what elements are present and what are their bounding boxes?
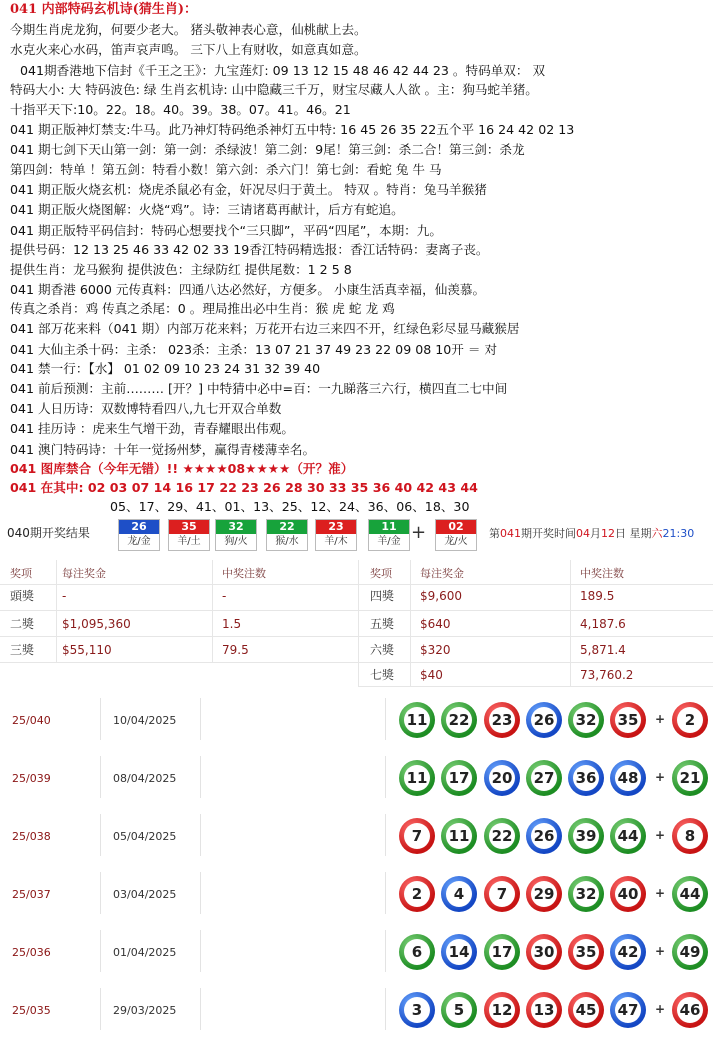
prize-header: 奖项 (10, 567, 32, 580)
next-month: 04 (576, 527, 590, 540)
special-zodiac: 龙/火 (444, 536, 468, 547)
ball-number: 14 (446, 939, 472, 965)
text-line: 041 期七剑下天山第一剑：第一剑：杀绿波！第二剑：9尾！第三剑：杀二合！第三剑：杀龙 (10, 142, 525, 157)
number-ball (526, 934, 562, 970)
ball-number: 26 (531, 823, 557, 849)
history-row (0, 864, 713, 922)
row-separator (200, 872, 201, 914)
text-line: 05、17、29、41、01、13、25、12、24、36、06、18、30 (110, 499, 470, 514)
ball-number: 47 (615, 997, 641, 1023)
table-line (0, 636, 713, 637)
result-zodiac: 羊/木 (324, 536, 348, 547)
number-ball (441, 702, 477, 738)
ball-number: 44 (615, 823, 641, 849)
result-strip-label: 040期开奖结果 (7, 526, 90, 540)
result-number: 35 (169, 520, 209, 534)
number-ball (399, 934, 435, 970)
history-row (0, 980, 713, 1038)
period-number: 25/040 (12, 714, 51, 727)
ball-number: 32 (573, 707, 599, 733)
ball-number: 30 (531, 939, 557, 965)
draw-date: 05/04/2025 (113, 830, 177, 843)
number-ball (610, 992, 646, 1028)
plus-sign: + (411, 522, 427, 543)
next-draw-info (489, 525, 694, 541)
next-day: 12 (601, 527, 615, 540)
prize-amount: $9,600 (420, 589, 462, 603)
prize-amount: $640 (420, 617, 451, 631)
plus-sign: + (655, 886, 666, 900)
number-ball (399, 876, 435, 912)
ball-number: 12 (489, 997, 515, 1023)
result-chip (266, 519, 308, 551)
prize-header: 每注奖金 (420, 567, 464, 580)
number-ball (484, 934, 520, 970)
special-ball-number: 46 (677, 997, 703, 1023)
ball-number: 6 (404, 939, 430, 965)
row-separator (100, 872, 101, 914)
ball-number: 11 (446, 823, 472, 849)
number-ball (441, 760, 477, 796)
prize-name: 三獎 (10, 643, 35, 657)
ball-number: 23 (489, 707, 515, 733)
number-ball (568, 876, 604, 912)
history-row (0, 922, 713, 980)
number-ball (610, 818, 646, 854)
table-col-line (56, 560, 57, 662)
draw-date: 03/04/2025 (113, 888, 177, 901)
history-row (0, 748, 713, 806)
period-number: 25/037 (12, 888, 51, 901)
table-line (358, 686, 713, 687)
text-line: 041 期正版特平码信封：特码心想要找个“三只脚”，平码“四尾”，本期：九。 (10, 223, 442, 238)
last-result-strip (0, 516, 713, 552)
number-ball (441, 992, 477, 1028)
number-ball (568, 760, 604, 796)
ball-number: 35 (573, 939, 599, 965)
ball-number: 20 (489, 765, 515, 791)
prize-table (0, 560, 713, 688)
prize-header: 中奖注数 (222, 567, 266, 580)
ball-number: 3 (404, 997, 430, 1023)
prize-header: 中奖注数 (580, 567, 624, 580)
text-line: 041 部万花来料（041 期）内部万花来料；万花开右边三来四不开，红绿色彩尽显马藏猴居 (10, 321, 520, 336)
ball-number: 48 (615, 765, 641, 791)
text-line: 特码大小: 大 特码波色: 绿 生肖玄机诗: 山中隐藏三千万，财宝尽藏人人欲 。主：狗马蛇羊猪。 (10, 82, 538, 97)
result-zodiac: 猴/水 (275, 536, 299, 547)
table-line (0, 610, 713, 611)
result-number: 11 (369, 520, 409, 534)
plus-sign: + (655, 770, 666, 784)
prize-name: 七獎 (370, 668, 395, 682)
info-month-unit: 月 (590, 527, 601, 540)
number-ball (399, 760, 435, 796)
period-number: 25/035 (12, 1004, 51, 1017)
text-line: 水克火来心水码，笛声哀声鸣。 三下八上有财收，如意真如意。 (10, 42, 367, 57)
row-separator (385, 872, 386, 914)
number-ball (484, 992, 520, 1028)
special-number: 02 (436, 520, 476, 534)
result-number: 32 (216, 520, 256, 534)
special-ball (672, 992, 708, 1028)
ball-number: 11 (404, 707, 430, 733)
special-ball-number: 2 (677, 707, 703, 733)
table-line (0, 584, 713, 585)
row-separator (200, 988, 201, 1030)
special-ball (672, 702, 708, 738)
prediction-text-block (0, 0, 713, 518)
next-period: 041 (500, 527, 521, 540)
period-number: 25/039 (12, 772, 51, 785)
ball-number: 22 (446, 707, 472, 733)
prize-count: 73,760.2 (580, 668, 634, 682)
prize-name: 六獎 (370, 643, 395, 657)
text-line: 041 期正版火烧图解：火烧“鸡”。诗：三请诸葛再献计，后方有蛇追。 (10, 202, 404, 217)
number-ball (484, 818, 520, 854)
ball-number: 40 (615, 881, 641, 907)
text-line: 041 大仙主杀十码：主杀： 023杀：主杀：13 07 21 37 49 23 22 09 08 10开 ＝ 对 (10, 342, 498, 357)
text-line: 041 人日历诗：双数博特看四八,九七开双合单数 (10, 401, 282, 416)
ball-number: 26 (531, 707, 557, 733)
info-prefix: 第 (489, 527, 500, 540)
text-line: 041 澳门特码诗：十年一觉扬州梦，赢得青楼薄幸名。 (10, 442, 316, 457)
row-separator (100, 698, 101, 740)
prize-amount: $55,110 (62, 643, 112, 657)
row-separator (100, 988, 101, 1030)
ball-number: 45 (573, 997, 599, 1023)
table-col-line (570, 560, 571, 686)
result-zodiac: 龙/金 (127, 536, 151, 547)
draw-date: 08/04/2025 (113, 772, 177, 785)
ball-number: 22 (489, 823, 515, 849)
section-title: 041 内部特码玄机诗(猜生肖)： (10, 2, 197, 17)
number-ball (568, 702, 604, 738)
ball-number: 29 (531, 881, 557, 907)
row-separator (100, 930, 101, 972)
row-separator (200, 698, 201, 740)
ball-number: 17 (489, 939, 515, 965)
text-line: 今期生肖虎龙狗，何要少老大。 猪头敬神表心意，仙桃献上去。 (10, 22, 367, 37)
ball-number: 27 (531, 765, 557, 791)
text-line: 041 挂历诗 ：虎来生气增干劲，青春耀眼出伟观。 (10, 421, 294, 436)
next-weekday: 六 (651, 527, 663, 540)
text-line: 提供生肖：龙马猴狗 提供波色：主绿防红 提供尾数：1 2 5 8 (10, 262, 352, 277)
prize-name: 頭獎 (10, 589, 35, 603)
result-chip (368, 519, 410, 551)
ball-number: 36 (573, 765, 599, 791)
result-zodiac: 羊/土 (177, 536, 201, 547)
ball-number: 11 (404, 765, 430, 791)
number-ball (526, 818, 562, 854)
number-ball (399, 702, 435, 738)
prize-count: 5,871.4 (580, 643, 626, 657)
prize-amount: $1,095,360 (62, 617, 131, 631)
history-row (0, 690, 713, 748)
plus-sign: + (655, 712, 666, 726)
plus-sign: + (655, 828, 666, 842)
number-ball (610, 934, 646, 970)
prize-count: 4,187.6 (580, 617, 626, 631)
row-separator (100, 814, 101, 856)
result-chip (168, 519, 210, 551)
prize-amount: - (62, 589, 67, 603)
row-separator (385, 698, 386, 740)
number-ball (484, 760, 520, 796)
special-ball (672, 876, 708, 912)
ball-number: 13 (531, 997, 557, 1023)
prize-amount: $40 (420, 668, 443, 682)
number-ball (441, 876, 477, 912)
text-line: 十指平天下:10。22。18。40。39。38。07。41。46。21 (10, 102, 351, 117)
prize-amount: $320 (420, 643, 451, 657)
row-separator (385, 988, 386, 1030)
result-zodiac: 羊/金 (377, 536, 401, 547)
plus-sign: + (655, 1002, 666, 1016)
next-time: 21:30 (662, 527, 695, 540)
row-separator (200, 930, 201, 972)
number-ball (441, 934, 477, 970)
ball-number: 2 (404, 881, 430, 907)
ball-number: 42 (615, 939, 641, 965)
prize-name: 二獎 (10, 617, 35, 631)
text-line: 提供号码：12 13 25 46 33 42 02 33 19香江特码精选报：香江话特码：妻离子丧。 (10, 242, 489, 257)
result-number: 23 (316, 520, 356, 534)
text-line: 041 期香港 6000 元传真料：四通八达必然好，方便多。 小康生活真幸福，仙羡慕。 (10, 282, 486, 297)
table-col-line (358, 560, 359, 686)
table-col-line (212, 560, 213, 662)
prize-name: 四獎 (370, 589, 395, 603)
period-number: 25/038 (12, 830, 51, 843)
ball-number: 4 (446, 881, 472, 907)
prize-name: 五獎 (370, 617, 395, 631)
number-ball (526, 992, 562, 1028)
ball-number: 32 (573, 881, 599, 907)
text-line: 041 图库禁合（今年无错）!! ★★★★08★★★★（开？准） (10, 461, 354, 476)
row-separator (385, 814, 386, 856)
number-ball (568, 934, 604, 970)
text-line: 041期香港地下信封《千王之王》：九宝莲灯: 09 13 12 15 48 46 42 44 23 。特码单双： 双 (20, 63, 546, 78)
result-number: 22 (267, 520, 307, 534)
number-ball (484, 876, 520, 912)
row-separator (200, 814, 201, 856)
special-ball-number: 49 (677, 939, 703, 965)
table-line (0, 662, 713, 663)
special-chip (435, 519, 477, 551)
special-ball-number: 44 (677, 881, 703, 907)
result-chip (118, 519, 160, 551)
ball-number: 7 (489, 881, 515, 907)
number-ball (526, 760, 562, 796)
special-ball (672, 934, 708, 970)
draw-date: 10/04/2025 (113, 714, 177, 727)
draw-history (0, 690, 713, 1052)
number-ball (610, 702, 646, 738)
row-separator (385, 756, 386, 798)
text-line: 041 期正版火烧玄机：烧虎杀鼠必有金，奸况尽归于黄土。 特双 。特肖：兔马羊猴猪 (10, 182, 487, 197)
prize-count: 189.5 (580, 589, 615, 603)
table-col-line (410, 560, 411, 686)
number-ball (568, 818, 604, 854)
number-ball (484, 702, 520, 738)
number-ball (399, 992, 435, 1028)
prize-count: 1.5 (222, 617, 242, 631)
result-chip (315, 519, 357, 551)
info-mid: 期开奖时间 (521, 527, 576, 540)
text-line: 041 禁一行：【水】 01 02 09 10 23 24 31 32 39 40 (10, 361, 321, 376)
special-ball-number: 21 (677, 765, 703, 791)
row-separator (385, 930, 386, 972)
result-zodiac: 狗/火 (224, 536, 248, 547)
number-ball (568, 992, 604, 1028)
ball-number: 35 (615, 707, 641, 733)
result-chip (215, 519, 257, 551)
special-ball (672, 760, 708, 796)
ball-number: 17 (446, 765, 472, 791)
number-ball (526, 876, 562, 912)
text-line: 传真之杀肖：鸡 传真之杀尾：0 。理局推出必中生肖：猴 虎 蛇 龙 鸡 (10, 301, 395, 316)
prize-count: 79.5 (222, 643, 249, 657)
number-ball (441, 818, 477, 854)
text-line: 第四剑：特单 ！第五剑：特看小数！第六剑：杀六门！第七剑：看蛇 兔 牛 马 (10, 162, 442, 177)
special-ball (672, 818, 708, 854)
period-number: 25/036 (12, 946, 51, 959)
number-ball (610, 876, 646, 912)
row-separator (200, 756, 201, 798)
row-separator (100, 756, 101, 798)
number-ball (526, 702, 562, 738)
text-line: 041 在其中: 02 03 07 14 16 17 22 23 26 28 30 33 35 36 40 42 43 44 (10, 480, 478, 495)
ball-number: 7 (404, 823, 430, 849)
prize-count: - (222, 589, 227, 603)
info-day-unit: 日 星期 (615, 527, 652, 540)
prize-header: 每注奖金 (62, 567, 106, 580)
special-ball-number: 8 (677, 823, 703, 849)
number-ball (399, 818, 435, 854)
number-ball (610, 760, 646, 796)
text-line: 041 前后预测：主前……… [开？] 中特猜中必中=百：一九睇落三六行，横四直二七中间 (10, 381, 508, 396)
draw-date: 29/03/2025 (113, 1004, 177, 1017)
text-line: 041 期正版神灯禁支:牛马。此乃神灯特码绝杀神灯五中特: 16 45 26 35 22五个平 16 24 42 02 13 (10, 122, 575, 137)
prize-header: 奖项 (370, 567, 392, 580)
plus-sign: + (655, 944, 666, 958)
history-row (0, 806, 713, 864)
ball-number: 39 (573, 823, 599, 849)
result-number: 26 (119, 520, 159, 534)
draw-date: 01/04/2025 (113, 946, 177, 959)
ball-number: 5 (446, 997, 472, 1023)
